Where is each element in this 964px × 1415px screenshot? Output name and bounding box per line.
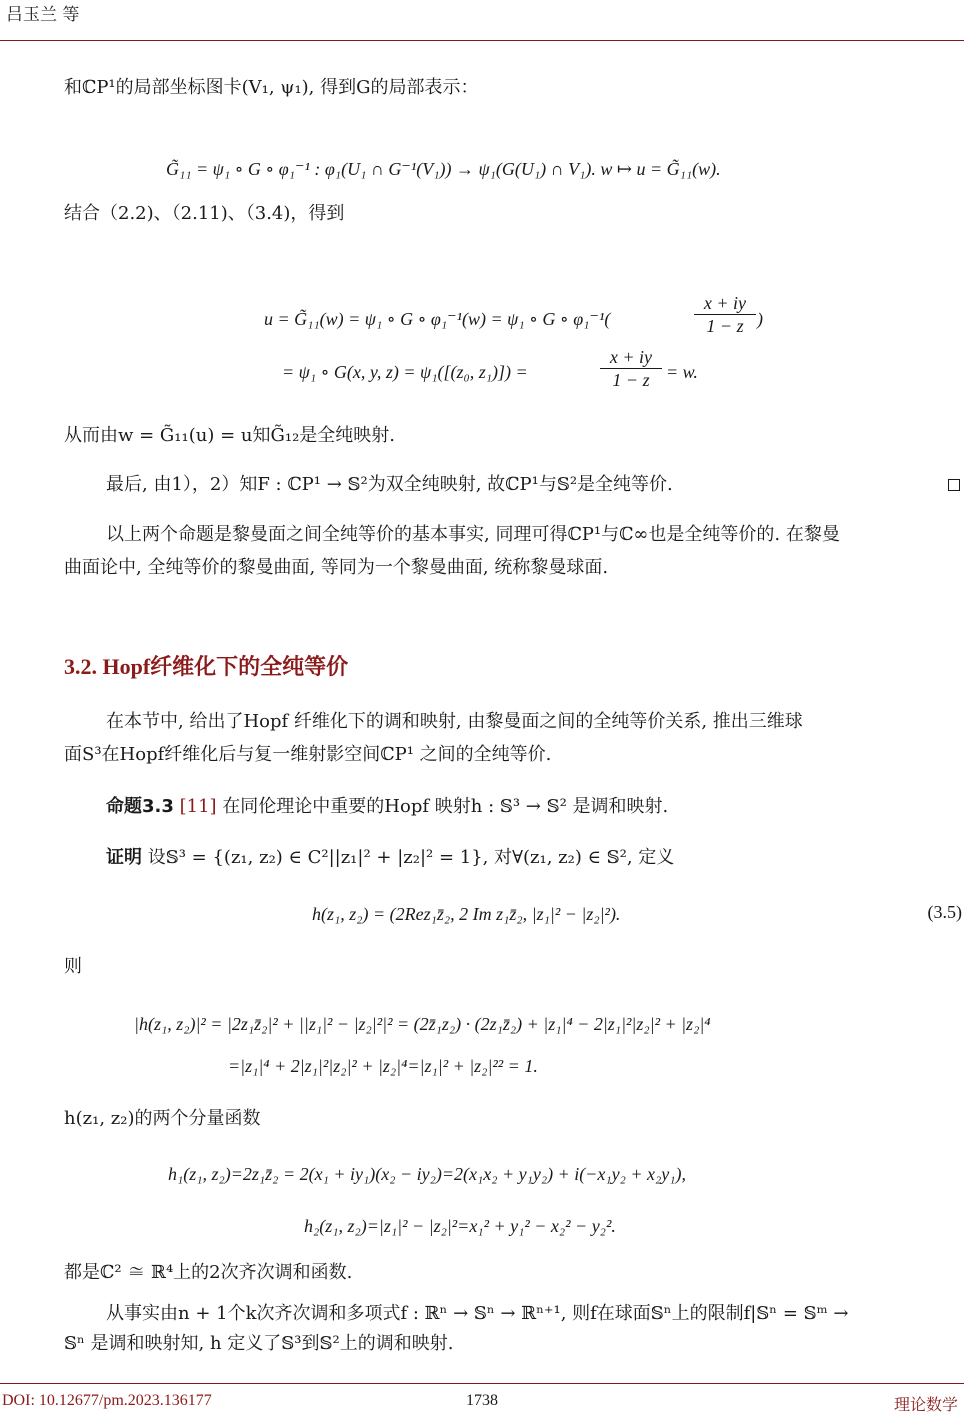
proof-label: 证明 [106, 847, 142, 868]
paragraph-3-line-1: 从事实由n + 1个k次齐次调和多项式f : ℝⁿ → 𝕊ⁿ → ℝⁿ⁺¹, 则f在球面𝕊ⁿ上的限制f|𝕊ⁿ = 𝕊ᵐ → [106, 1303, 849, 1324]
proposition-label: 命题3.3 [106, 796, 174, 817]
equation-u-line-1-end: ) [757, 309, 763, 329]
equation-norm-line-1: |h(z₁, z₂)|² = |2z₁z̄₂|² + ||z₁|² − |z₂|²|² = (2z̄₁z₂) · (2z₁z̄₂) + |z₁|⁴ − 2|z₁|²|z₂|² + |z₂|⁴ [134, 1014, 711, 1034]
fraction-1-denominator: 1 − z [706, 316, 744, 336]
text-line-combine: 结合（2.2)、（2.11)、（3.4)，得到 [64, 203, 345, 224]
text-line-holomorphic: 从而由w = G̃₁₁(u) = u知G̃₁₂是全纯映射. [64, 425, 396, 446]
text-line-conclusion: 最后, 由1），2）知F : ℂP¹ → 𝕊²为双全纯映射, 故ℂP¹与𝕊²是全纯等价. [106, 474, 673, 495]
text-component-functions: h(z₁, z₂)的两个分量函数 [64, 1108, 261, 1129]
equation-3-5: h(z₁, z₂) = (2Rez₁z̄₂, 2 Im z₁z̄₂, |z₁|² − |z₂|²). [312, 904, 621, 924]
paragraph-1-line-1: 以上两个命题是黎曼面之间全纯等价的基本事实, 同理可得ℂP¹与ℂ∞也是全纯等价的. 在黎曼 [106, 524, 840, 545]
paragraph-3-line-2: 𝕊ⁿ 是调和映射知, h 定义了𝕊³到𝕊²上的调和映射. [64, 1333, 454, 1354]
equation-h1: h₁(z₁, z₂)=2z₁z̄₂ = 2(x₁ + iy₁)(x₂ − iy₂)=2(x₁x₂ + y₁y₂) + i(−x₁y₂ + x₂y₁), [168, 1164, 687, 1184]
equation-local-representation: G̃₁₁ = ψ₁ ∘ G ∘ φ₁⁻¹ : φ₁(U₁ ∩ G⁻¹(V₁)) → ψ₁(G(U₁) ∩ V₁). w ↦ u = G̃₁₁(w). [166, 159, 721, 179]
text-harmonic-functions: 都是ℂ² ≅ ℝ⁴上的2次齐次调和函数. [64, 1262, 353, 1283]
running-header-author: 吕玉兰 等 [6, 5, 80, 25]
paragraph-2-line-2: 面S³在Hopf纤维化后与复一维射影空间ℂP¹ 之间的全纯等价. [64, 744, 552, 765]
fraction-1 [694, 292, 756, 337]
proposition-3-3 [106, 795, 668, 819]
footer-rule [0, 1383, 964, 1384]
fraction-2-denominator: 1 − z [612, 370, 650, 390]
equation-u-line-2: = ψ₁ ∘ G(x, y, z) = ψ₁([(z₀, z₁)]) = [282, 362, 528, 382]
equation-u-line-2-end: = w. [666, 362, 698, 382]
section-title: 3.2. Hopf纤维化下的全纯等价 [64, 654, 349, 679]
equation-u-line-1: u = G̃₁₁(w) = ψ₁ ∘ G ∘ φ₁⁻¹(w) = ψ₁ ∘ G ∘ φ₁⁻¹( [264, 309, 611, 329]
fraction-2-numerator: x + iy [600, 346, 662, 369]
paragraph-1-line-2: 曲面论中, 全纯等价的黎曼曲面, 等同为一个黎曼曲面, 统称黎曼球面. [64, 557, 609, 578]
journal-name: 理论数学 [893, 1395, 958, 1414]
proposition-text: 在同伦理论中重要的Hopf 映射h : 𝕊³ → 𝕊² 是调和映射. [222, 796, 669, 817]
text-then: 则 [64, 956, 82, 977]
equation-h2: h₂(z₁, z₂)=|z₁|² − |z₂|²=x₁² + y₁² − x₂² − y₂². [304, 1216, 616, 1236]
text-line-chart-map: 和ℂP¹的局部坐标图卡(V₁, ψ₁), 得到G的局部表示： [64, 77, 479, 98]
doi-link[interactable]: DOI: 10.12677/pm.2023.136177 [2, 1392, 212, 1409]
proof-start [106, 846, 674, 870]
fraction-2 [600, 346, 662, 391]
header-rule [0, 40, 964, 41]
proof-text: 设𝕊³ = {(z₁, z₂) ∈ C²||z₁|² + |z₂|² = 1}, 对∀(z₁, z₂) ∈ 𝕊², 定义 [147, 847, 675, 868]
paragraph-2-line-1: 在本节中, 给出了Hopf 纤维化下的调和映射, 由黎曼面之间的全纯等价关系, 推出三维球 [106, 711, 803, 732]
citation-link[interactable]: [11] [179, 796, 217, 817]
equation-number-3-5: (3.5) [927, 902, 962, 922]
fraction-1-numerator: x + iy [694, 292, 756, 315]
qed-square-icon [948, 479, 960, 491]
page-number: 1738 [466, 1392, 498, 1409]
equation-norm-line-2: =|z₁|⁴ + 2|z₁|²|z₂|² + |z₂|⁴=|z₁|² + |z₂|²² = 1. [228, 1056, 538, 1076]
